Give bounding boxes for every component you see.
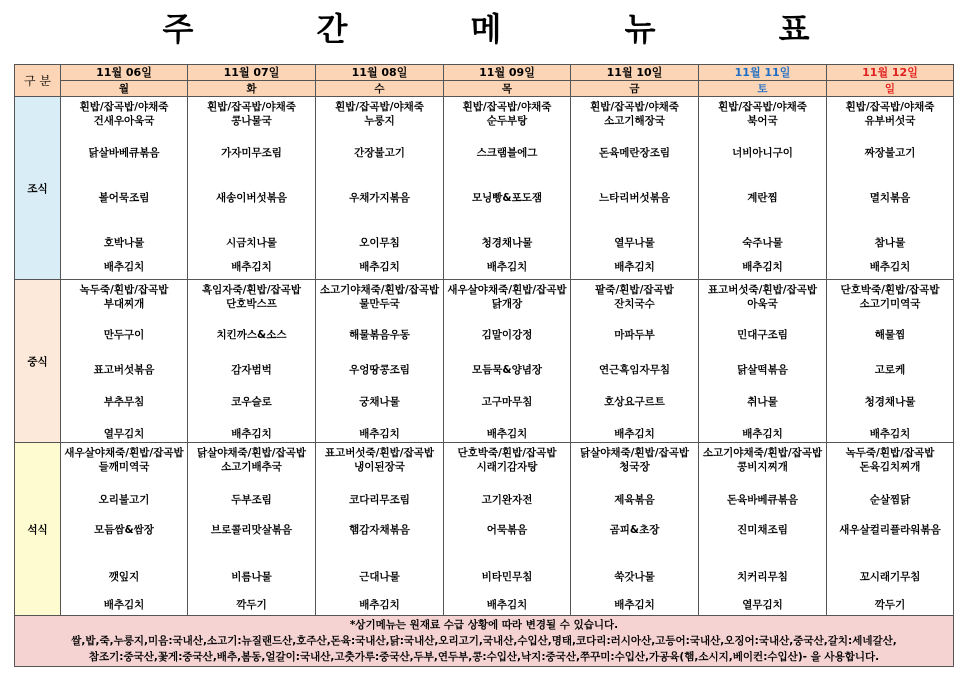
menu-cell — [316, 97, 444, 280]
menu-item: 배추김치 — [614, 428, 655, 440]
weekly-menu-table — [14, 64, 954, 667]
menu-item: 돈육김치찌개 — [859, 461, 921, 473]
menu-item: 브로콜리맛살볶음 — [210, 524, 293, 536]
menu-item: 닭살바베큐볶음 — [88, 147, 160, 159]
menu-cell — [571, 280, 699, 443]
menu-cell — [188, 443, 316, 616]
menu-item: 참나물 — [874, 237, 906, 249]
menu-item: 단호박죽/흰밥/잡곡밥 — [840, 284, 940, 296]
menu-cell — [61, 280, 188, 443]
menu-item: 너비아니구이 — [732, 147, 793, 159]
menu-item: 고로케 — [874, 364, 906, 376]
menu-item: 흰밥/잡곡밥/야채죽 — [207, 101, 296, 113]
menu-item: 만두구이 — [103, 329, 145, 341]
menu-item: 배추김치 — [359, 428, 400, 440]
date-header: 11월 12일 — [827, 65, 954, 81]
menu-item: 흰밥/잡곡밥/야채죽 — [845, 101, 935, 113]
menu-item: 팥죽/흰밥/잡곡밥 — [595, 284, 674, 296]
menu-item: 열무나물 — [614, 237, 655, 249]
menu-item: 녹두죽/흰밥/잡곡밥 — [845, 447, 935, 459]
menu-item: 해물찜 — [874, 329, 906, 341]
menu-item: 표고버섯죽/흰밥/잡곡밥 — [707, 284, 818, 296]
origin-note: 쌀,밥,죽,누룽지,미음:국내산,소고기:뉴질랜드산,호주산,돈육:국내산,닭:국내산,오리고기,국내산,수입산,명태,코다리:러시아산,고등어:국내산,오징어:국내산,중국산,갈치:세네갈산, — [71, 635, 897, 647]
menu-cell — [827, 280, 954, 443]
menu-item: 배추김치 — [359, 261, 400, 273]
menu-item: 표고버섯죽/흰밥/잡곡밥 — [324, 447, 435, 459]
menu-item: 오이무침 — [359, 237, 400, 249]
weekday-header: 토 — [699, 81, 827, 97]
menu-item: 깍두기 — [874, 599, 906, 611]
menu-item: 시금치나물 — [226, 237, 277, 249]
category-header: 구 분 — [15, 65, 61, 97]
menu-item: 유부버섯국 — [864, 115, 916, 127]
menu-item: 열무김치 — [742, 599, 783, 611]
menu-item: 비타민무침 — [481, 571, 533, 583]
menu-item: 어묵볶음 — [486, 524, 528, 536]
date-header: 11월 08일 — [316, 65, 444, 81]
menu-item: 닭살야채죽/흰밥/잡곡밥 — [196, 447, 307, 459]
menu-item: 들깨미역국 — [98, 461, 150, 473]
menu-item: 흰밥/잡곡밥/야채죽 — [718, 101, 807, 113]
menu-item: 돈육바베큐볶음 — [726, 494, 798, 506]
menu-item: 깍두기 — [236, 599, 267, 611]
menu-item: 우채가지볶음 — [349, 192, 410, 204]
menu-item: 가자미무조림 — [221, 147, 282, 159]
menu-item: 스크램블에그 — [476, 147, 538, 159]
disclaimer-note: *상기메뉴는 원재료 수급 상황에 따라 변경될 수 있습니다. — [349, 619, 619, 631]
menu-cell — [571, 443, 699, 616]
menu-cell — [699, 443, 827, 616]
origin-note: 참조기:중국산,꽃게:중국산,배추,봄동,얼갈이:국내산,고춧가루:중국산,두부,연두부,콩:수입산,낙지:중국산,쭈꾸미:수입산,가공육(햄,소시지,베이컨:수입산)- 을 사용합니다. — [88, 651, 880, 663]
menu-item: 배추김치 — [486, 428, 528, 440]
menu-item: 궁채나물 — [359, 396, 400, 408]
menu-item: 계란찜 — [747, 192, 778, 204]
menu-item: 제육볶음 — [614, 494, 655, 506]
weekday-header: 일 — [827, 81, 954, 97]
menu-item: 새송이버섯볶음 — [215, 192, 287, 204]
menu-item: 건새우아욱국 — [93, 115, 155, 127]
menu-item: 배추김치 — [869, 428, 911, 440]
menu-item: 곰피&초장 — [609, 524, 660, 536]
menu-item: 배추김치 — [742, 428, 783, 440]
menu-item: 흰밥/잡곡밥/야채죽 — [590, 101, 679, 113]
menu-item: 느타리버섯볶음 — [598, 192, 670, 204]
menu-item: 배추김치 — [359, 599, 400, 611]
menu-cell — [188, 280, 316, 443]
menu-item: 아욱국 — [747, 298, 778, 310]
menu-cell — [827, 97, 954, 280]
date-header: 11월 10일 — [571, 65, 699, 81]
menu-item: 오리불고기 — [98, 494, 150, 506]
menu-item: 돈육메란장조림 — [598, 147, 670, 159]
menu-item: 닭살야채죽/흰밥/잡곡밥 — [579, 447, 690, 459]
menu-item: 새우살컬리플라워볶음 — [839, 524, 941, 536]
menu-item: 깻잎지 — [108, 571, 140, 583]
menu-item: 고구마무침 — [481, 396, 533, 408]
menu-cell — [444, 97, 571, 280]
menu-item: 모듬쌈&쌈장 — [94, 524, 154, 536]
menu-cell — [316, 280, 444, 443]
menu-cell — [699, 97, 827, 280]
menu-item: 닭개장 — [491, 298, 523, 310]
menu-item: 배추김치 — [869, 261, 911, 273]
menu-item: 모듬묵&양념장 — [471, 364, 542, 376]
menu-item: 소고기미역국 — [859, 298, 921, 310]
menu-cell — [699, 280, 827, 443]
weekday-header: 수 — [316, 81, 444, 97]
menu-item: 흑임자죽/흰밥/잡곡밥 — [202, 284, 301, 296]
weekday-header: 화 — [188, 81, 316, 97]
menu-item: 해물볶음우동 — [349, 329, 410, 341]
menu-item: 호상요구르트 — [604, 396, 665, 408]
meal-label: 석식 — [15, 443, 61, 616]
meal-label: 중식 — [15, 280, 61, 443]
menu-item: 배추김치 — [614, 261, 655, 273]
menu-item: 부추무침 — [103, 396, 145, 408]
weekday-header: 월 — [61, 81, 188, 97]
menu-cell — [571, 97, 699, 280]
menu-item: 비름나물 — [231, 571, 272, 583]
menu-item: 표고버섯볶음 — [93, 364, 155, 376]
menu-item: 콩나물국 — [231, 115, 272, 127]
notes-footer — [15, 616, 954, 667]
menu-item: 청경채나물 — [481, 237, 533, 249]
menu-item: 청국장 — [619, 461, 650, 473]
menu-item: 시래기감자탕 — [476, 461, 538, 473]
menu-cell — [61, 443, 188, 616]
date-header: 11월 07일 — [188, 65, 316, 81]
menu-item: 배추김치 — [486, 261, 528, 273]
menu-item: 배추김치 — [231, 428, 272, 440]
menu-item: 단호박죽/흰밥/잡곡밥 — [457, 447, 557, 459]
page-title: 주 간 메 뉴 표 — [162, 10, 866, 48]
menu-item: 멸치볶음 — [869, 192, 911, 204]
menu-item: 마파두부 — [614, 329, 655, 341]
menu-item: 코다리무조림 — [349, 494, 410, 506]
date-header: 11월 09일 — [444, 65, 571, 81]
menu-cell — [188, 97, 316, 280]
menu-item: 연근흑임자무침 — [598, 364, 670, 376]
menu-item: 햄감자채볶음 — [349, 524, 410, 536]
menu-item: 북어국 — [747, 115, 778, 127]
menu-item: 청경채나물 — [864, 396, 916, 408]
menu-item: 우엉땅콩조림 — [349, 364, 410, 376]
weekday-header: 금 — [571, 81, 699, 97]
menu-item: 누룽지 — [364, 115, 395, 127]
menu-cell — [444, 280, 571, 443]
weekday-header: 목 — [444, 81, 571, 97]
menu-item: 소고기야채죽/흰밥/잡곡밥 — [319, 284, 440, 296]
menu-item: 숙주나물 — [742, 237, 783, 249]
menu-item: 민대구조림 — [737, 329, 788, 341]
menu-item: 진미채조림 — [737, 524, 788, 536]
menu-item: 열무김치 — [103, 428, 145, 440]
menu-item: 새우살야채죽/흰밥/잡곡밥 — [447, 284, 567, 296]
date-header: 11월 06일 — [61, 65, 188, 81]
menu-item: 콩비지찌개 — [737, 461, 788, 473]
menu-item: 소고기야채죽/흰밥/잡곡밥 — [702, 447, 823, 459]
meal-label: 조식 — [15, 97, 61, 280]
menu-item: 배추김치 — [103, 599, 145, 611]
menu-item: 배추김치 — [103, 261, 145, 273]
menu-item: 순살찜닭 — [869, 494, 911, 506]
menu-item: 취나물 — [747, 396, 778, 408]
menu-item: 고기완자전 — [481, 494, 533, 506]
menu-cell — [61, 97, 188, 280]
menu-item: 쑥갓나물 — [614, 571, 655, 583]
menu-item: 소고기해장국 — [604, 115, 665, 127]
menu-item: 근대나물 — [359, 571, 400, 583]
menu-item: 모닝빵&포도잼 — [471, 192, 542, 204]
menu-item: 부대찌개 — [103, 298, 145, 310]
menu-item: 김말이강정 — [481, 329, 533, 341]
menu-item: 배추김치 — [486, 599, 528, 611]
menu-item: 물만두국 — [359, 298, 400, 310]
menu-item: 두부조림 — [231, 494, 272, 506]
menu-item: 흰밥/잡곡밥/야채죽 — [462, 101, 552, 113]
menu-item: 잔치국수 — [614, 298, 655, 310]
menu-item: 간장불고기 — [354, 147, 405, 159]
menu-item: 코우슬로 — [231, 396, 272, 408]
menu-item: 짜장불고기 — [864, 147, 916, 159]
menu-item: 흰밥/잡곡밥/야채죽 — [79, 101, 169, 113]
menu-item: 꼬시래기무침 — [859, 571, 921, 583]
menu-item: 흰밥/잡곡밥/야채죽 — [335, 101, 424, 113]
menu-cell — [316, 443, 444, 616]
menu-item: 볼어묵조림 — [98, 192, 150, 204]
menu-item: 치킨까스&소스 — [216, 329, 287, 341]
menu-item: 호박나물 — [103, 237, 145, 249]
menu-item: 닭살떡볶음 — [737, 364, 788, 376]
menu-item: 감자범벅 — [231, 364, 272, 376]
menu-item: 배추김치 — [614, 599, 655, 611]
menu-item: 단호박스프 — [226, 298, 277, 310]
menu-cell — [827, 443, 954, 616]
menu-item: 소고기배추국 — [221, 461, 282, 473]
menu-item: 치커리무침 — [737, 571, 788, 583]
date-header: 11월 11일 — [699, 65, 827, 81]
menu-item: 녹두죽/흰밥/잡곡밥 — [79, 284, 169, 296]
menu-item: 배추김치 — [742, 261, 783, 273]
menu-item: 순두부탕 — [486, 115, 528, 127]
menu-item: 새우살야채죽/흰밥/잡곡밥 — [64, 447, 184, 459]
menu-cell — [444, 443, 571, 616]
menu-item: 냉이된장국 — [354, 461, 405, 473]
menu-item: 배추김치 — [231, 261, 272, 273]
